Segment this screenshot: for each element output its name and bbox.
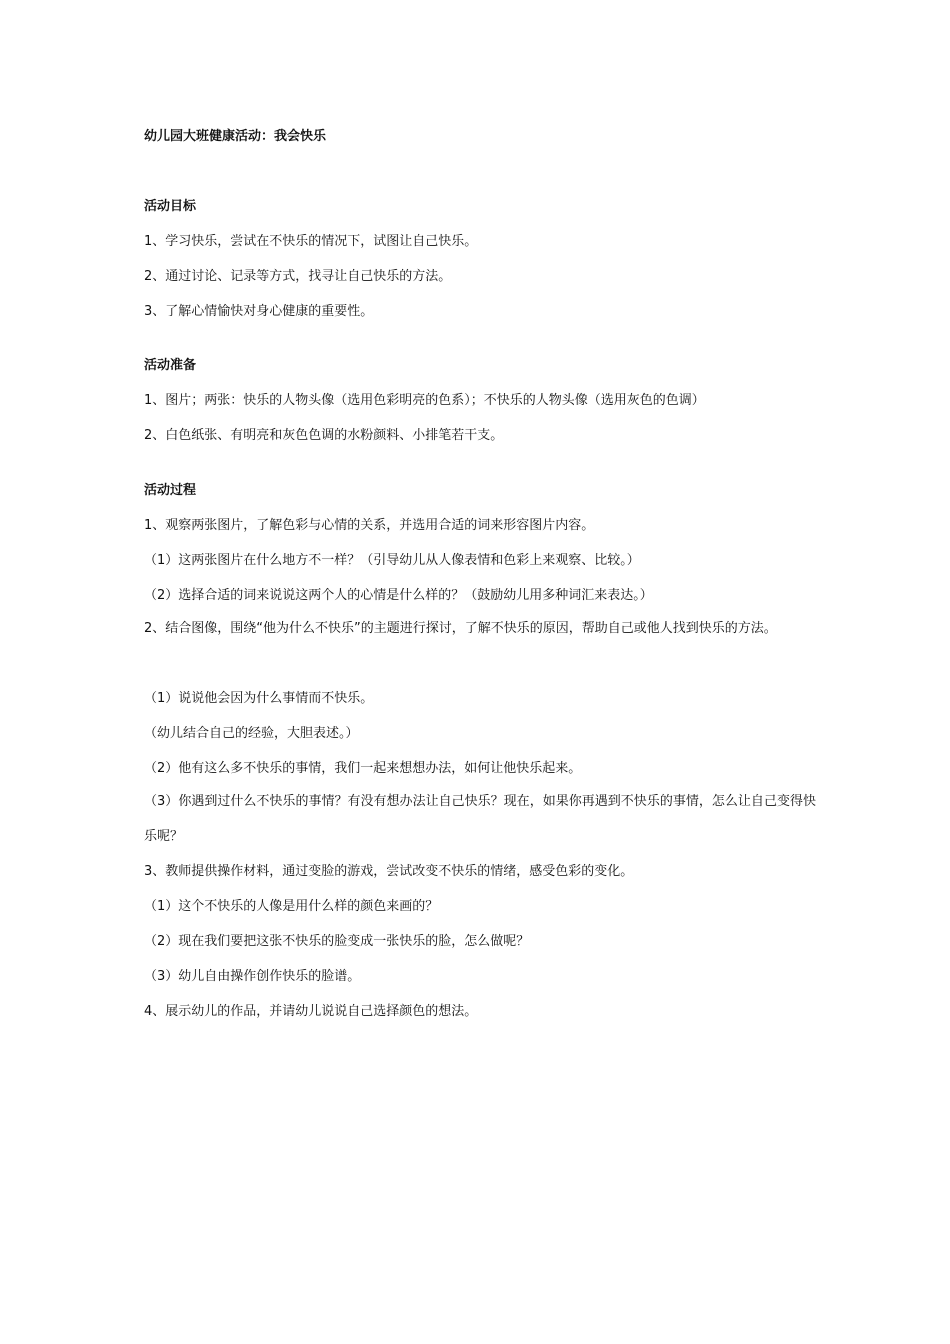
process-item-1-1: （1）这两张图片在什么地方不一样？（引导幼儿从人像表情和色彩上来观察、比较。） xyxy=(144,553,640,568)
process-item-1-2: （2）选择合适的词来说说这两个人的心情是什么样的？（鼓励幼儿用多种词汇来表达。） xyxy=(144,588,653,603)
goals-heading: 活动目标 xyxy=(144,199,197,214)
process-item-2-1: （1）说说他会因为什么事情而不快乐。 xyxy=(144,691,374,706)
preparation-item-1: 1、图片；两张：快乐的人物头像（选用色彩明亮的色系）；不快乐的人物头像（选用灰色的色调） xyxy=(144,393,705,408)
process-item-1: 1、观察两张图片，了解色彩与心情的关系，并选用合适的词来形容图片内容。 xyxy=(144,518,595,533)
process-item-2-note: （幼儿结合自己的经验，大胆表述。） xyxy=(144,726,359,741)
process-item-3-1: （1）这个不快乐的人像是用什么样的颜色来画的？ xyxy=(144,899,439,914)
goal-item-2: 2、通过讨论、记录等方式，找寻让自己快乐的方法。 xyxy=(144,269,452,284)
preparation-item-2: 2、白色纸张、有明亮和灰色色调的水粉颜料、小排笔若干支。 xyxy=(144,428,504,443)
process-item-4: 4、展示幼儿的作品，并请幼儿说说自己选择颜色的想法。 xyxy=(144,1004,478,1019)
preparation-heading: 活动准备 xyxy=(144,358,197,373)
document-title: 幼儿园大班健康活动：我会快乐 xyxy=(144,129,327,144)
goal-item-3: 3、了解心情愉快对身心健康的重要性。 xyxy=(144,304,374,319)
process-item-2: 2、结合图像，围绕“他为什么不快乐”的主题进行探讨，了解不快乐的原因，帮助自己或他人找到快乐的方法。 xyxy=(144,621,777,636)
process-heading: 活动过程 xyxy=(144,483,197,498)
process-item-3-2: （2）现在我们要把这张不快乐的脸变成一张快乐的脸，怎么做呢？ xyxy=(144,934,530,949)
goal-item-1: 1、学习快乐，尝试在不快乐的情况下，试图让自己快乐。 xyxy=(144,234,478,249)
process-item-2-2: （2）他有这么多不快乐的事情，我们一起来想想办法，如何让他快乐起来。 xyxy=(144,761,582,776)
process-item-2-3: （3）你遇到过什么不快乐的事情？有没有想办法让自己快乐？现在，如果你再遇到不快乐的事情，怎么让自己变得快乐呢？ xyxy=(144,794,816,844)
process-item-3: 3、教师提供操作材料，通过变脸的游戏，尝试改变不快乐的情绪，感受色彩的变化。 xyxy=(144,864,634,879)
process-item-3-3: （3）幼儿自由操作创作快乐的脸谱。 xyxy=(144,969,361,984)
